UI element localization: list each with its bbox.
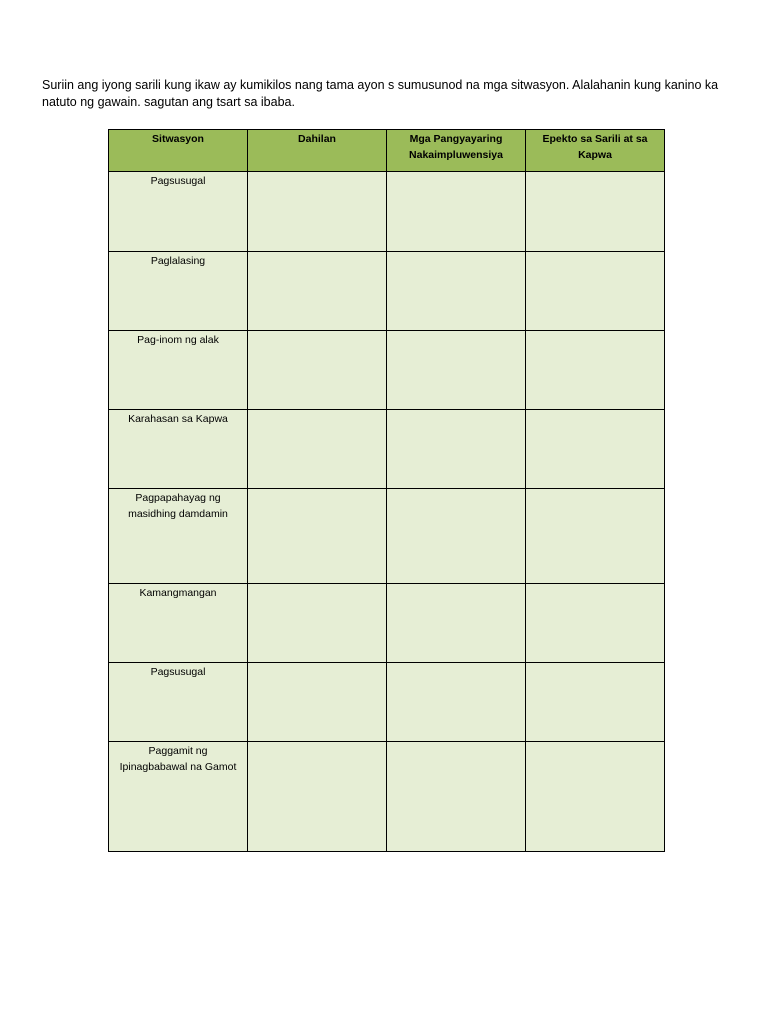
dahilan-cell [248,252,387,331]
header-mga-pangyayari: Mga Pangyayaring Nakaimpluwensiya [387,130,526,172]
pangyayari-cell [387,584,526,663]
table-row [109,172,665,252]
epekto-cell [526,663,665,742]
dahilan-cell [248,331,387,410]
instructions-line-2: natuto ng gawain. sagutan ang tsart sa ibaba. [42,94,295,109]
pangyayari-cell [387,663,526,742]
dahilan-cell [248,489,387,584]
sitwasyon-cell: Pagpapahayag ng masidhing damdamin [109,489,248,584]
pangyayari-cell [387,489,526,584]
table-header-row [109,130,665,172]
header-epekto: Epekto sa Sarili at sa Kapwa [526,130,665,172]
sitwasyon-cell: Pag-inom ng alak [109,331,248,410]
epekto-cell [526,584,665,663]
table-row [109,331,665,410]
table-row [109,663,665,742]
dahilan-cell [248,742,387,852]
dahilan-cell [248,663,387,742]
sitwasyon-cell: Kamangmangan [109,584,248,663]
epekto-cell [526,331,665,410]
pangyayari-cell [387,252,526,331]
table-row [109,584,665,663]
sitwasyon-cell: Paggamit ng Ipinagbabawal na Gamot [109,742,248,852]
epekto-cell [526,742,665,852]
dahilan-cell [248,584,387,663]
epekto-cell [526,489,665,584]
sitwasyon-cell: Pagsusugal [109,172,248,252]
header-sitwasyon: Sitwasyon [109,130,248,172]
sitwasyon-cell: Karahasan sa Kapwa [109,410,248,489]
table-row [109,410,665,489]
dahilan-cell [248,172,387,252]
dahilan-cell [248,410,387,489]
instructions-line-1: Suriin ang iyong sarili kung ikaw ay kumikilos nang tama ayon s sumusunod na mga sitwasyon. Alalahanin kung kanino ka [42,78,719,92]
table-row [109,489,665,584]
epekto-cell [526,252,665,331]
table-row [109,252,665,331]
pangyayari-cell [387,742,526,852]
pangyayari-cell [387,331,526,410]
epekto-cell [526,172,665,252]
epekto-cell [526,410,665,489]
instructions-text [42,77,732,110]
pangyayari-cell [387,410,526,489]
table-row [109,742,665,852]
pangyayari-cell [387,172,526,252]
worksheet-table [108,129,665,852]
header-dahilan: Dahilan [248,130,387,172]
sitwasyon-cell: Pagsusugal [109,663,248,742]
sitwasyon-cell: Paglalasing [109,252,248,331]
